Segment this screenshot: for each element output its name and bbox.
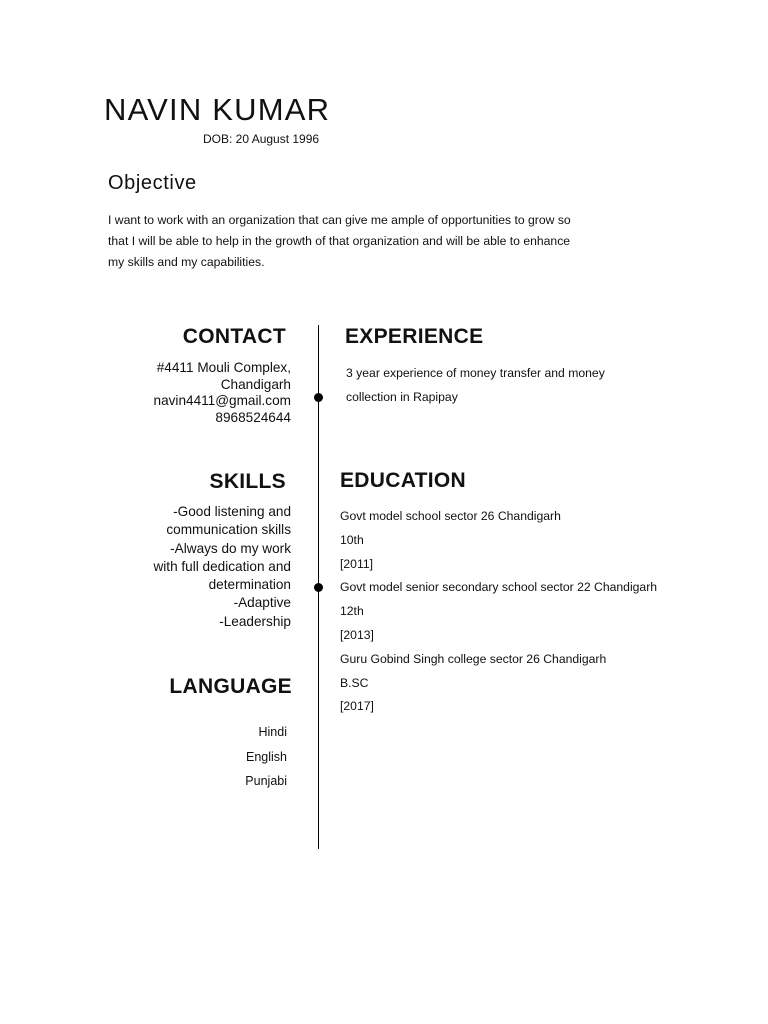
education-level: B.SC <box>340 675 369 690</box>
education-heading: EDUCATION <box>340 469 466 492</box>
contact-address-line: #4411 Mouli Complex, <box>156 360 291 375</box>
education-school: Govt model senior secondary school sector 22 Chandigarh <box>340 580 658 595</box>
candidate-name: NAVIN KUMAR <box>104 92 331 127</box>
language-item: English <box>246 749 287 764</box>
education-level: 10th <box>340 532 364 547</box>
objective-line: that I will be able to help in the growth of that organization and will be able to enhance <box>108 234 571 248</box>
skills-line: -Leadership <box>219 613 291 629</box>
objective-heading: Objective <box>108 172 197 194</box>
skills-list <box>153 503 291 631</box>
education-details <box>340 505 657 719</box>
language-item: Punjabi <box>245 774 287 789</box>
objective-line: I want to work with an organization that can give me ample of opportunities to grow so <box>108 213 571 227</box>
education-year: [2017] <box>340 699 374 714</box>
education-level: 12th <box>340 604 364 619</box>
language-item: Hindi <box>258 725 287 739</box>
education-year: [2011] <box>340 556 373 571</box>
skills-line: -Good listening and <box>173 504 291 519</box>
language-list <box>245 720 287 794</box>
experience-heading: EXPERIENCE <box>345 325 484 348</box>
contact-details <box>154 360 291 427</box>
contact-city: Chandigarh <box>220 376 291 392</box>
skills-line: -Always do my work <box>170 540 291 556</box>
skills-heading: SKILLS <box>209 470 286 493</box>
contact-heading: CONTACT <box>182 325 286 348</box>
contact-email: navin4411@gmail.com <box>153 393 291 409</box>
contact-phone: 8968524644 <box>215 410 291 426</box>
experience-details <box>346 361 605 409</box>
objective-text <box>108 210 678 273</box>
date-of-birth: DOB: 20 August 1996 <box>203 132 320 146</box>
skills-line: -Adaptive <box>233 595 291 611</box>
skills-line: with full dedication and <box>153 558 291 574</box>
experience-line: collection in Rapipay <box>346 390 458 404</box>
education-year: [2013] <box>340 627 374 642</box>
language-heading: LANGUAGE <box>169 675 292 698</box>
timeline-dot-icon <box>314 583 323 592</box>
education-school: Guru Gobind Singh college sector 26 Chandigarh <box>340 651 607 666</box>
skills-line: determination <box>208 577 291 593</box>
experience-line: 3 year experience of money transfer and money <box>346 366 605 380</box>
objective-line: my skills and my capabilities. <box>108 255 265 269</box>
education-school: Govt model school sector 26 Chandigarh <box>340 509 561 523</box>
skills-line: communication skills <box>166 522 291 538</box>
timeline-dot-icon <box>314 393 323 402</box>
